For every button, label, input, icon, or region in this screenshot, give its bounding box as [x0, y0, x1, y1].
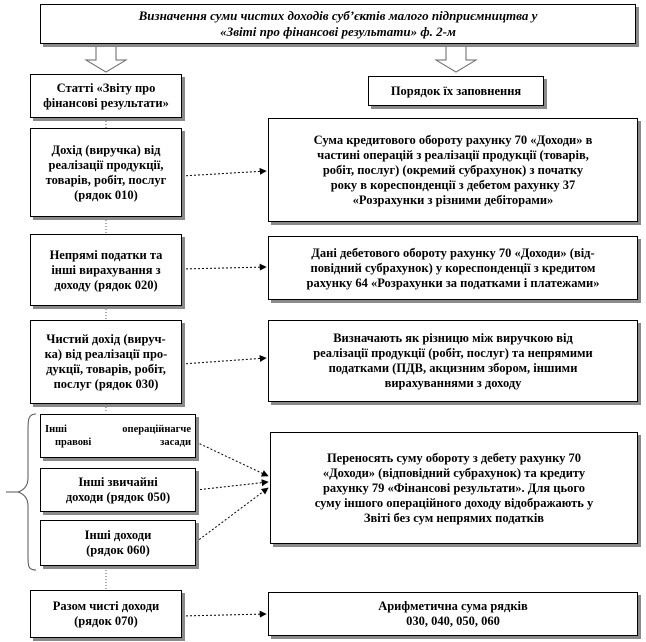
item-line: Інші операційнагче: [45, 424, 191, 435]
item-line: Арифметична сума рядків: [378, 599, 528, 613]
right-item-indirect-taxes-rule: [268, 236, 638, 300]
connector-arrow: [196, 482, 268, 490]
item-line: «Доходи» (відповідний субрахунок) та кредиту: [322, 465, 586, 480]
item-line: суму іншого операційного доходу відображають у: [314, 495, 594, 510]
title-line-2: «Звіті про фінансові результати» ф. 2-м: [220, 24, 456, 39]
group-item-other-ordinary: [40, 468, 196, 512]
item-line: реалізації продукції (робіт, послуг) та непрямими: [313, 346, 593, 360]
item-line: повідний субрахунок) у кореспонденції з кредитом: [310, 260, 596, 275]
right-item-revenue-rule: [268, 118, 638, 222]
item-line: послуг (рядок 030): [53, 377, 159, 391]
item-line: Дані дебетового обороту рахунку 70 «Доходи» (від-: [311, 245, 595, 260]
item-line: Звіті без сум непрямих податків: [363, 510, 545, 525]
item-line: дукції, товарів, робіт,: [46, 362, 166, 376]
item-line: Сума кредитового обороту рахунку 70 «Доходи» в: [313, 132, 593, 147]
left-header-line-1: Статті «Звіту про: [56, 81, 156, 95]
item-line: Переносять суму обороту з дебету рахунку 70: [326, 450, 582, 465]
group-item-other-operating: [40, 414, 196, 458]
item-line: (рядок 070): [74, 614, 138, 628]
item-line: 030, 040, 050, 060: [406, 614, 500, 628]
item-line: рахунку 64 «Розрахунки за податками і платежами»: [306, 275, 600, 290]
item-line: Дохід (виручка) від: [51, 142, 161, 157]
item-line: Інші звичайні: [78, 475, 158, 489]
item-line: реалізації продукції,: [48, 157, 164, 172]
item-line: податками (ПДВ, акцизним збором, іншими: [328, 361, 578, 375]
right-header-text: Порядок їх заповнення: [390, 83, 522, 98]
item-line: ка) від реалізації про-: [44, 347, 168, 361]
item-line: (рядок 060): [86, 543, 150, 557]
block-arrow-right: [436, 46, 476, 72]
item-line: правові засади: [55, 437, 191, 448]
left-item-revenue: [30, 128, 182, 217]
item-line: доходу (рядок 020): [54, 277, 158, 292]
block-arrow-left: [86, 46, 126, 72]
connector-arrow: [182, 171, 266, 176]
connector-arrow: [182, 358, 266, 364]
item-line: Визначають як різницю між виручкою від: [333, 331, 573, 345]
connector-arrow: [196, 442, 268, 476]
connector-arrow: [196, 488, 268, 542]
item-line: Разом чисті доходи: [52, 599, 160, 613]
left-item-net-revenue: [30, 320, 182, 404]
item-line: «Розрахунки з різними дебіторами»: [352, 192, 554, 207]
item-line: робіт, послуг) (окремий субрахунок) з початку: [322, 162, 584, 177]
item-line: доходи (рядок 050): [65, 490, 171, 504]
diagram-title: [40, 4, 636, 44]
left-column-header: [30, 74, 182, 118]
group-brace: [18, 414, 36, 570]
group-item-other-income: [40, 520, 196, 566]
title-line-1: Визначення суми чистих доходів суб’єктів малого підприємництва у: [138, 8, 538, 23]
item-line: Непрямі податки та: [49, 247, 163, 262]
left-item-total: [30, 590, 182, 638]
left-item-indirect-taxes: [30, 234, 182, 306]
item-line: Інші доходи: [84, 528, 152, 542]
item-line: вирахуваннями з доходу: [384, 376, 522, 390]
connector-arrow: [182, 614, 266, 616]
item-line: товарів, робіт, послуг: [45, 172, 167, 187]
item-line: (рядок 010): [74, 187, 138, 202]
item-line: інші вирахування з: [51, 262, 161, 277]
item-line: рахунку 79 «Фінансові результати». Для цього: [322, 480, 585, 495]
item-line: частині операцій з реалізації продукції (товарів,: [317, 147, 589, 162]
right-column-header: [368, 76, 544, 106]
right-item-net-revenue-rule: [268, 320, 638, 402]
right-item-other-income-rule: [270, 432, 638, 544]
connector-arrow: [182, 267, 266, 269]
item-line: року в кореспонденції з дебетом рахунку 37: [330, 177, 576, 192]
item-line: Чистий дохід (вируч-: [46, 332, 166, 346]
right-item-total-rule: [268, 592, 638, 636]
left-header-line-2: фінансові результати»: [43, 96, 169, 110]
